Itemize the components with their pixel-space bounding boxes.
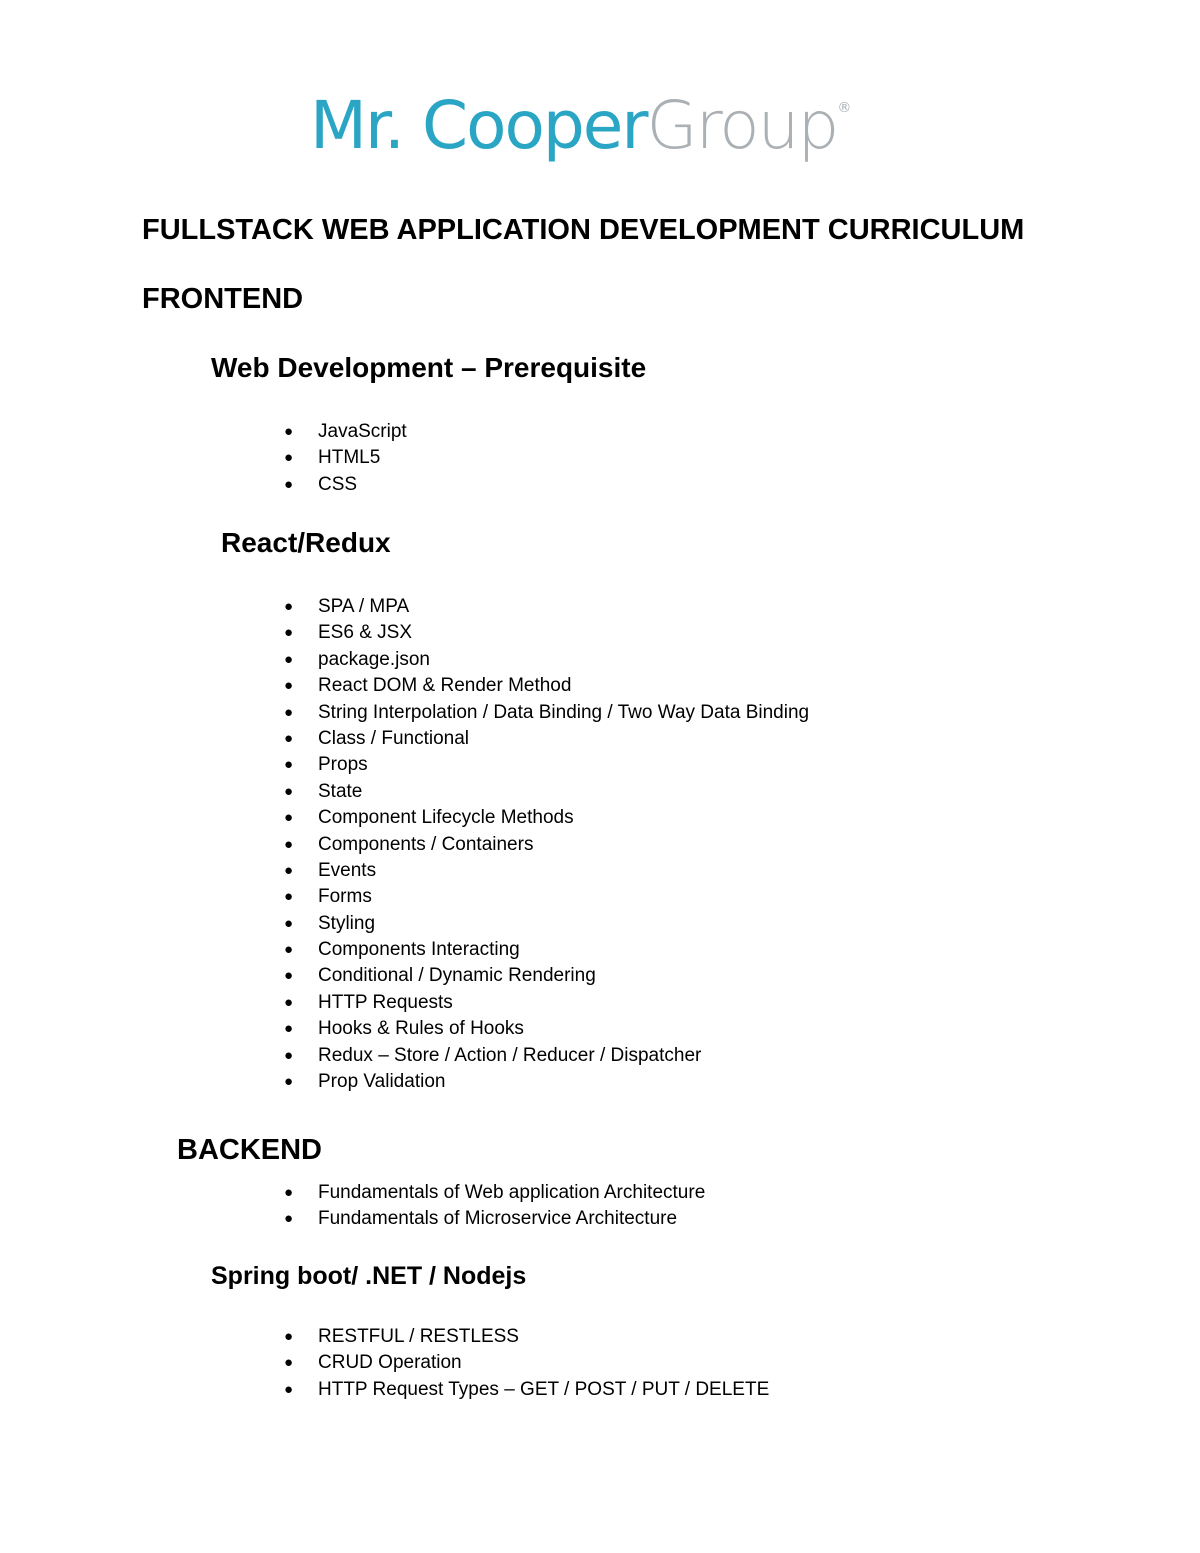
list-item-text: Fundamentals of Web application Architecture — [318, 1182, 706, 1203]
list-item — [280, 884, 809, 910]
list-item — [280, 832, 809, 858]
list-item-text: Props — [318, 754, 368, 776]
list-item-text: Redux – Store / Action / Reducer / Dispatcher — [318, 1044, 702, 1066]
spring-heading: Spring boot/ .NET / Nodejs — [211, 1262, 527, 1290]
list-item-text: JavaScript — [318, 421, 407, 442]
logo-group-text: Group — [646, 87, 838, 164]
list-item — [280, 472, 407, 498]
list-item-text: CRUD Operation — [318, 1352, 462, 1374]
bullet-icon: ● — [284, 1046, 294, 1064]
list-item-text: HTML5 — [318, 447, 381, 469]
list-item-text: Components / Containers — [318, 833, 534, 855]
list-item — [280, 1206, 705, 1232]
list-item-text: package.json — [318, 648, 430, 670]
bullet-icon: ● — [284, 1184, 294, 1201]
bullet-icon: ● — [284, 756, 294, 774]
react-list — [280, 594, 809, 1095]
list-item-text: RESTFUL / RESTLESS — [318, 1326, 519, 1347]
bullet-icon: ● — [284, 809, 294, 827]
bullet-icon: ● — [284, 1328, 294, 1345]
list-item-text: Class / Functional — [318, 727, 470, 749]
list-item-text: SPA / MPA — [318, 596, 410, 617]
react-heading: React/Redux — [221, 527, 391, 558]
list-item — [280, 1350, 769, 1376]
list-item — [280, 1069, 809, 1095]
bullet-icon: ● — [284, 914, 294, 932]
list-item — [280, 700, 809, 726]
bullet-icon: ● — [284, 861, 294, 879]
backend-list — [280, 1180, 705, 1233]
list-item — [280, 726, 809, 752]
list-item-text: Components Interacting — [318, 939, 520, 961]
bullet-icon: ● — [284, 941, 294, 959]
backend-heading: BACKEND — [177, 1134, 322, 1166]
list-item-text: ES6 & JSX — [318, 622, 412, 644]
list-item — [280, 1324, 769, 1350]
list-item-text: Styling — [318, 912, 376, 934]
bullet-icon: ● — [284, 835, 294, 853]
list-item — [280, 805, 809, 831]
frontend-heading: FRONTEND — [142, 283, 304, 315]
bullet-icon: ● — [284, 703, 294, 721]
bullet-icon: ● — [284, 782, 294, 800]
spring-list — [280, 1324, 769, 1403]
list-item-text: HTTP Requests — [318, 991, 453, 1013]
bullet-icon: ● — [284, 1380, 294, 1398]
bullet-icon: ● — [284, 888, 294, 906]
bullet-icon: ● — [284, 449, 294, 467]
list-item — [280, 752, 809, 778]
list-item — [280, 647, 809, 673]
list-item — [280, 673, 809, 699]
list-item — [280, 1016, 809, 1042]
bullet-icon: ● — [284, 624, 294, 642]
bullet-icon: ● — [284, 729, 294, 747]
list-item — [280, 594, 809, 620]
bullet-icon: ● — [284, 475, 294, 493]
list-item — [280, 1377, 769, 1403]
list-item — [280, 419, 407, 445]
document-title: FULLSTACK WEB APPLICATION DEVELOPMENT CURRICULUM — [142, 214, 1025, 246]
list-item — [280, 911, 809, 937]
list-item — [280, 858, 809, 884]
list-item — [280, 620, 809, 646]
company-logo — [310, 66, 900, 164]
list-item — [280, 990, 809, 1016]
bullet-icon: ● — [284, 1354, 294, 1372]
bullet-icon: ● — [284, 598, 294, 615]
list-item — [280, 937, 809, 963]
web-dev-heading: Web Development – Prerequisite — [211, 352, 647, 383]
list-item — [280, 779, 809, 805]
list-item-text: Component Lifecycle Methods — [318, 807, 574, 829]
list-item — [280, 445, 407, 471]
bullet-icon: ● — [284, 423, 294, 440]
bullet-icon: ● — [284, 1073, 294, 1091]
list-item — [280, 1180, 705, 1206]
list-item-text: CSS — [318, 473, 358, 495]
list-item-text: React DOM & Render Method — [318, 675, 572, 697]
list-item — [280, 963, 809, 989]
list-item-text: String Interpolation / Data Binding / Two Way Data Binding — [318, 701, 810, 723]
list-item-text: Events — [318, 859, 377, 881]
bullet-icon: ● — [284, 650, 294, 668]
list-item-text: State — [318, 780, 363, 802]
bullet-icon: ● — [284, 993, 294, 1011]
logo-brand-text: Mr. Cooper — [310, 87, 647, 164]
bullet-icon: ● — [284, 1020, 294, 1038]
list-item — [280, 1043, 809, 1069]
list-item-text: Prop Validation — [318, 1071, 446, 1093]
bullet-icon: ● — [284, 677, 294, 695]
bullet-icon: ● — [284, 967, 294, 985]
list-item-text: HTTP Request Types – GET / POST / PUT / DELETE — [318, 1378, 770, 1400]
bullet-icon: ● — [284, 1210, 294, 1228]
web-dev-list — [280, 419, 407, 498]
logo-registered-mark: ® — [837, 100, 852, 116]
list-item-text: Conditional / Dynamic Rendering — [318, 965, 596, 987]
list-item-text: Hooks & Rules of Hooks — [318, 1018, 524, 1040]
list-item-text: Fundamentals of Microservice Architecture — [318, 1208, 678, 1230]
list-item-text: Forms — [318, 886, 372, 908]
